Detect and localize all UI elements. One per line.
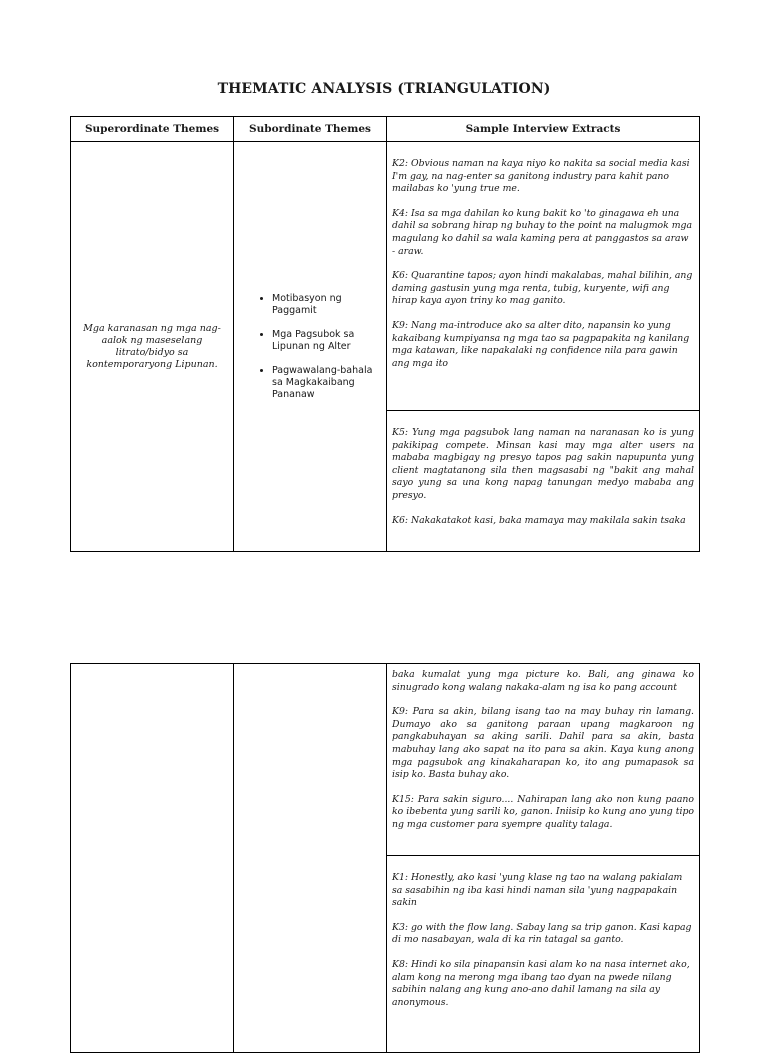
table-row [71, 664, 700, 856]
subordinate-list [234, 293, 386, 401]
extract-text: K8: Hindi ko sila pinapansin kasi alam ko na nasa internet ako, alam kong na merong mga ibang tao dyan na pwede nilang sabihin nalang ang kung ano-ano dahil lamang na sila ay anonymous. [392, 958, 690, 1008]
superordinate-theme-empty [71, 664, 234, 1053]
table-row [71, 142, 700, 411]
thematic-table-continued [70, 663, 700, 1053]
extract-cell [387, 142, 700, 411]
extract-text: K5: Yung mga pagsubok lang naman na naranasan ko is yung pakikipag compete. Minsan kasi may mga alter users na mababa magbigay ng presyo tapos pag sakin napupunta yung client magtatanong sila then magsasabi ng "bakit ang mahal sayo yung sa una kong napag tanungan medyo mababa ang presyo. [392, 427, 694, 501]
extract-text: K2: Obvious naman na kaya niyo ko nakita sa social media kasi I'm gay, na nag-enter sa ganitong industry para kahit pano mailabas ko 'yung true me. [392, 158, 690, 195]
extract-text: K3: go with the flow lang. Sabay lang sa trip ganon. Kasi kapag di mo nasabayan, wala di ka rin tatagal sa ganto. [392, 921, 692, 946]
extract-text: K4: Isa sa mga dahilan ko kung bakit ko 'to ginagawa eh una dahil sa sobrang hirap ng buhay to the point na malugmok mga magulang ko dahil sa wala kaming pera at panggastos sa araw - araw. [392, 207, 693, 257]
list-item: • Mga Pagsubok sa Lipunan ng Alter [272, 329, 382, 353]
thematic-table [70, 116, 700, 552]
extract-text: K15: Para sakin siguro.... Nahirapan lang ako non kung paano ko ibebenta yung sarili ko, ganon. Iniisip ko kung ano yung tipo ng mga customer para syempre quality talaga. [392, 793, 694, 830]
extract-cell [387, 856, 700, 1053]
extract-text: K9: Para sa akin, bilang isang tao na may buhay rin lamang. Dumayo ako sa ganitong paraan upang magkaroon ng pangkabuhayan sa aking sarili. Dahil para sa akin, basta mabuhay lang ako sapat na ito para sa akin. Kaya kung anong mga pagsubok ang kinakaharapan ko, ito ang pumapasok sa isip ko. Basta buhay ako. [392, 706, 694, 781]
page-title: THEMATIC ANALYSIS (TRIANGULATION) [217, 81, 551, 97]
extract-text: K9: Nang ma-introduce ako sa alter dito, napansin ko yung kakaibang kumpiyansa ng mga tao sa pagpapakita ng kanilang mga katawan, like napakalaki ng confidence nila para gawin ang mga ito [392, 319, 690, 369]
extract-text: K6: Nakakatakot kasi, baka mamaya may makilala sakin tsaka [392, 514, 686, 526]
extract-cell [387, 411, 700, 552]
header-superordinate: Superordinate Themes [71, 117, 234, 142]
list-item: • Pagwawalang-bahala sa Magkakaibang Pananaw [272, 365, 382, 401]
superordinate-theme: Mga karanasan ng mga nag-aalok ng maseselang litrato/bidyo sa kontemporaryong Lipunan. [71, 142, 234, 552]
extract-text: K1: Honestly, ako kasi 'yung klase ng tao na walang pakialam sa sasabihin ng iba kasi hindi naman sila 'yung nagpapakain sakin [392, 872, 683, 909]
header-subordinate: Subordinate Themes [234, 117, 387, 142]
header-extracts: Sample Interview Extracts [387, 117, 700, 142]
table-header-row [71, 117, 700, 142]
extract-text: K6: Quarantine tapos; ayon hindi makalabas, mahal bilihin, ang daming gastusin yung mga renta, tubig, kuryente, wifi ang hirap kaya ayon triny ko mag ganito. [392, 270, 693, 307]
subordinate-themes-empty [234, 664, 387, 1053]
extract-cell [387, 664, 700, 856]
extract-text: baka kumalat yung mga picture ko. Bali, ang ginawa ko sinugrado kong walang nakaka-alam ng isa ko pang account [392, 669, 694, 693]
subordinate-themes [234, 142, 387, 552]
list-item: • Motibasyon ng Paggamit [272, 293, 382, 317]
